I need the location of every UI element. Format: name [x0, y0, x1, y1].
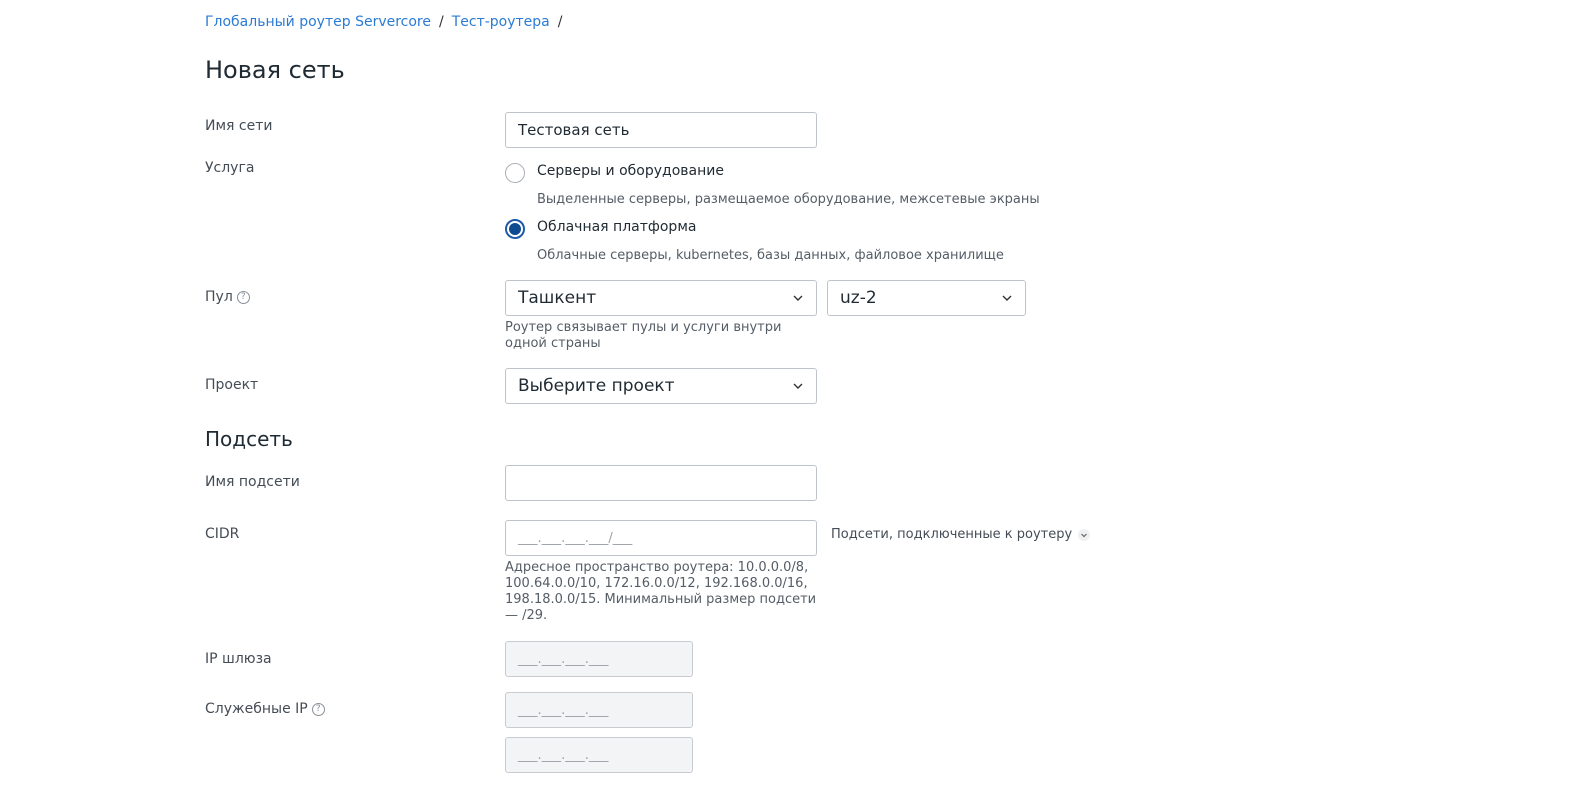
subnet-name-label-text: Имя подсети	[205, 474, 300, 490]
breadcrumb-link-router[interactable]: Глобальный роутер Servercore	[205, 14, 431, 30]
cidr-label-text: CIDR	[205, 526, 240, 542]
radio-servers-equipment-description: Выделенные серверы, размещаемое оборудование, межсетевые экраны	[537, 192, 1040, 207]
radio-cloud-platform-label[interactable]: Облачная платформа	[537, 219, 697, 235]
connected-subnets-toggle[interactable]	[831, 527, 1090, 542]
radio-cloud-platform[interactable]	[505, 219, 525, 239]
radio-servers-equipment[interactable]	[505, 163, 525, 183]
subnet-name-label	[205, 474, 300, 490]
connected-subnets-toggle-label: Подсети, подключенные к роутеру	[831, 527, 1073, 542]
cidr-input[interactable]: ___.___.___.___/___	[505, 520, 817, 556]
pool-region-select[interactable]	[505, 280, 817, 316]
network-name-input[interactable]: Тестовая сеть	[505, 112, 817, 148]
subnet-section-title: Подсеть	[205, 427, 293, 451]
pool-zone-value: uz-2	[840, 288, 877, 308]
service-ips-label-text: Служебные IP	[205, 701, 308, 717]
service-label-text: Услуга	[205, 160, 255, 176]
radio-cloud-platform-description: Облачные серверы, kubernetes, базы данных, файловое хранилище	[537, 248, 1004, 263]
page-title: Новая сеть	[205, 56, 345, 84]
chevron-down-icon	[1078, 529, 1090, 541]
cidr-hint-line: — /29.	[505, 608, 548, 623]
cidr-hint-line: 198.18.0.0/15. Минимальный размер подсети	[505, 592, 817, 607]
cidr-label	[205, 526, 239, 542]
pool-region-value: Ташкент	[518, 288, 597, 308]
pool-label-text: Пул	[205, 289, 233, 305]
network-name-label-text: Имя сети	[205, 118, 273, 134]
pool-hint-line: одной страны	[505, 336, 601, 351]
breadcrumb-link-test-router[interactable]: Тест-роутера	[451, 14, 550, 30]
service-label	[205, 160, 254, 176]
chevron-down-icon	[1001, 292, 1013, 304]
question-circle-icon[interactable]: ?	[312, 703, 325, 716]
radio-servers-equipment-label[interactable]: Серверы и оборудование	[537, 163, 724, 179]
project-select-placeholder: Выберите проект	[518, 376, 675, 396]
breadcrumb-separator: /	[557, 14, 563, 30]
subnet-name-input[interactable]	[505, 465, 817, 501]
cidr-hint	[505, 560, 835, 624]
service-ip-input-1[interactable]: ___.___.___.___	[505, 692, 693, 728]
breadcrumb	[205, 14, 562, 30]
cidr-hint-line: 100.64.0.0/10, 172.16.0.0/12, 192.168.0.0/16,	[505, 576, 808, 591]
gateway-label-text: IP шлюза	[205, 651, 272, 667]
chevron-down-icon	[792, 380, 804, 392]
pool-hint	[505, 320, 825, 352]
service-ip-input-2[interactable]: ___.___.___.___	[505, 737, 693, 773]
chevron-down-icon	[792, 292, 804, 304]
gateway-label	[205, 651, 272, 667]
cidr-hint-line: Адресное пространство роутера: 10.0.0.0/8,	[505, 560, 809, 575]
project-label-text: Проект	[205, 377, 259, 393]
pool-label	[205, 289, 250, 305]
breadcrumb-separator: /	[439, 14, 444, 30]
network-name-label	[205, 118, 272, 134]
pool-zone-select[interactable]	[827, 280, 1026, 316]
pool-hint-line: Роутер связывает пулы и услуги внутри	[505, 320, 782, 335]
gateway-ip-input[interactable]: ___.___.___.___	[505, 641, 693, 677]
project-label	[205, 377, 258, 393]
service-ips-label	[205, 701, 325, 717]
project-select[interactable]	[505, 368, 817, 404]
question-circle-icon[interactable]: ?	[237, 291, 250, 304]
